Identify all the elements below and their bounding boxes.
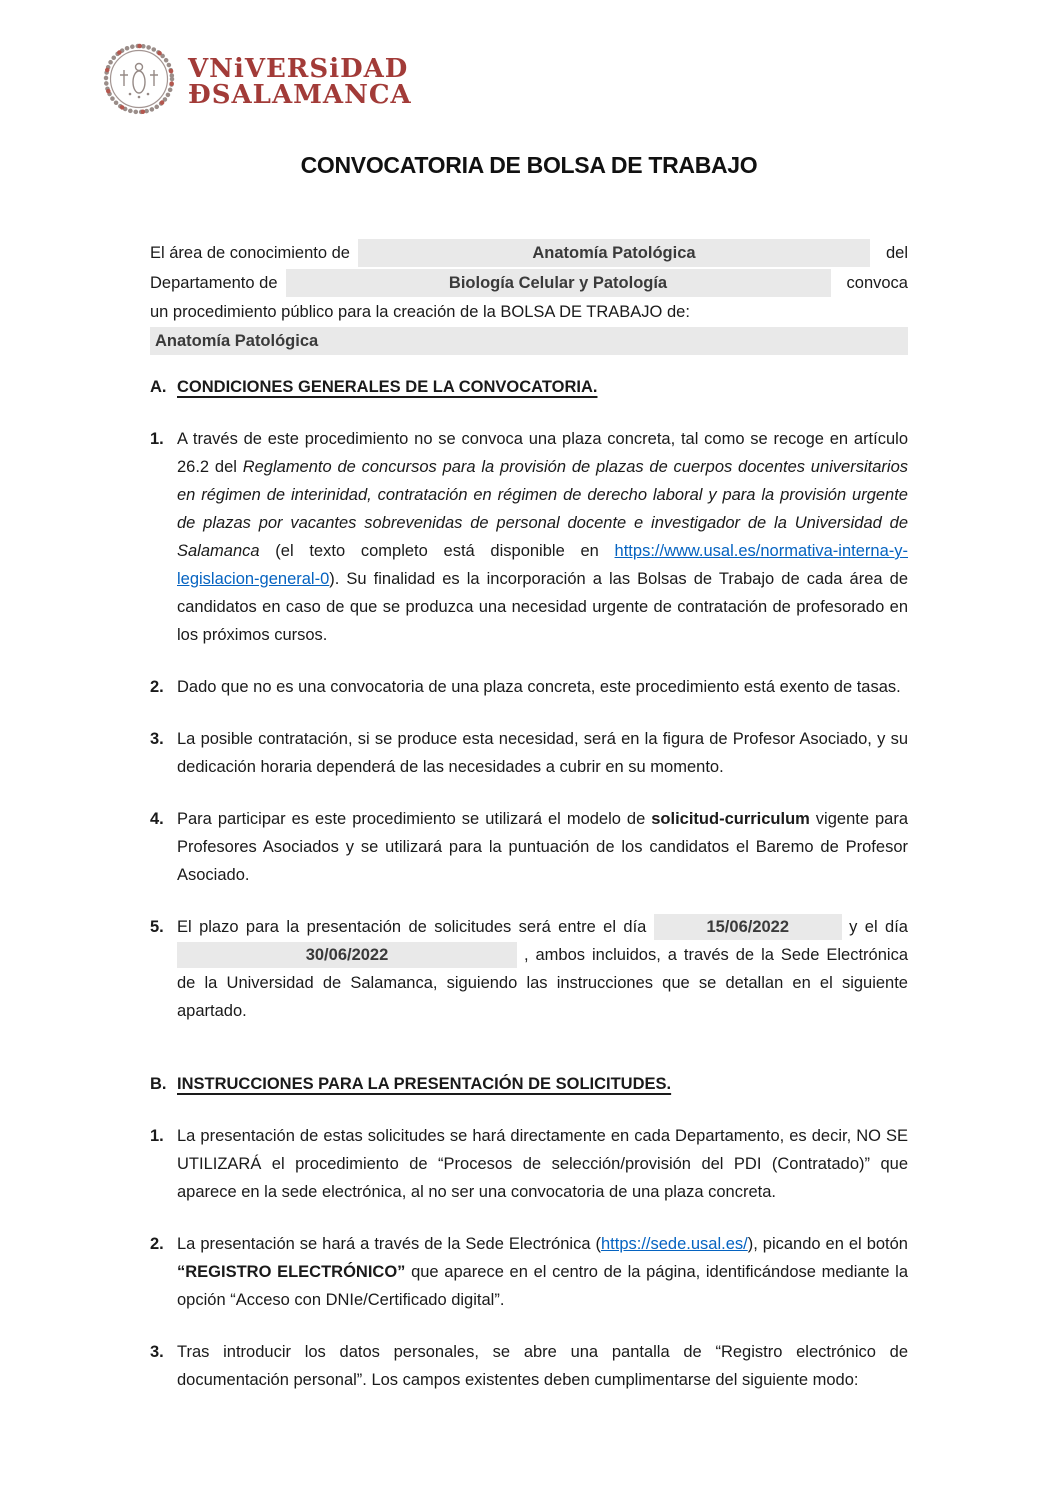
- item-number: 5.: [150, 918, 164, 936]
- regulation-title-italic: Reglamento de concursos para la provisión de plazas de cuerpos docentes universitarios en régimen de interinidad, contratación en régimen de derecho laboral y para la provisión urgente de plazas por vacantes sobrevenidas de personal docente e investigador de la Universidad de Salamanca: [177, 458, 908, 560]
- intro-line2: [150, 268, 908, 298]
- university-logo: [102, 42, 412, 121]
- text-run: A través de este procedimiento no se convoca una plaza concreta, tal como se recoge en artículo 26.2 del: [177, 430, 908, 476]
- section-b-heading: [150, 1070, 908, 1098]
- document-body: [150, 238, 908, 1394]
- text-run: La presentación se hará a través de la Sede Electrónica (: [177, 1235, 601, 1253]
- text-run: (el texto completo está disponible en: [259, 542, 615, 560]
- area-field: Anatomía Patológica: [358, 239, 870, 267]
- text-run: vigente para Profesores Asociados y se utilizará para la puntuación de los candidatos el Baremo de Profesor Asociado.: [177, 810, 909, 884]
- section-a-heading: [150, 373, 908, 401]
- bolsa-field: Anatomía Patológica: [150, 327, 908, 355]
- solicitud-curriculum-bold: solicitud-curriculum: [651, 810, 810, 828]
- list-item-a5: [150, 913, 908, 1025]
- item-number: 3.: [150, 1343, 164, 1361]
- item-text: Tras introducir los datos personales, se abre una pantalla de “Registro electrónico de documentación personal”. Los campos existentes deben cumplimentarse del siguiente modo:: [177, 1343, 908, 1389]
- text-run: ), picando en el botón: [747, 1235, 908, 1253]
- wordmark-line2: ÐSALAMANCA: [188, 79, 412, 110]
- item-number: 3.: [150, 730, 164, 748]
- text-run: que aparece en el centro de la página, identificándose mediante la opción “Acceso con DNIe/Certificado digital”.: [177, 1263, 909, 1309]
- page-title: CONVOCATORIA DE BOLSA DE TRABAJO: [300, 152, 758, 178]
- item-text: [177, 1230, 908, 1314]
- item-text: La presentación de estas solicitudes se hará directamente en cada Departamento, es decir, NO SE UTILIZARÁ el procedimiento de “Procesos de selección/provisión del PDI (Contratado)” que aparece en la sede electrónica, al no ser una convocatoria de una plaza concreta.: [177, 1127, 908, 1201]
- item-text: [177, 425, 908, 649]
- normativa-link[interactable]: https://www.usal.es/normativa-interna-y-legislacion-general-0: [177, 542, 908, 588]
- text-run: El plazo para la presentación de solicitudes será entre el día: [177, 918, 654, 936]
- item-number: 4.: [150, 810, 164, 828]
- text-run: y el día: [841, 918, 908, 936]
- item-number: 2.: [150, 678, 164, 696]
- section-b-label: B.: [150, 1075, 167, 1093]
- intro-line1-prefix: El área de conocimiento de: [150, 244, 350, 262]
- list-item-b2: [150, 1230, 908, 1314]
- intro-line2-prefix: Departamento de: [150, 274, 278, 292]
- section-a-title: CONDICIONES GENERALES DE LA CONVOCATORIA.: [177, 378, 598, 396]
- wordmark-line1: VNiVERSiDAD: [188, 53, 409, 84]
- sede-link[interactable]: https://sede.usal.es/: [600, 1235, 748, 1253]
- section-a-label: A.: [150, 378, 167, 396]
- list-item-a4: [150, 805, 908, 889]
- intro-line3: un procedimiento público para la creación de la BOLSA DE TRABAJO de:: [150, 303, 690, 321]
- item-text: La posible contratación, si se produce esta necesidad, será en la figura de Profesor Asociado, y su dedicación horaria dependerá de las necesidades a cubrir en su momento.: [177, 730, 908, 776]
- list-item-b3: [150, 1338, 908, 1394]
- end-date-field: 30/06/2022: [177, 942, 517, 968]
- item-text: [177, 805, 908, 889]
- intro-paragraph: [150, 238, 908, 355]
- item-text: [177, 913, 908, 1025]
- item-number: 2.: [150, 1235, 164, 1253]
- list-item-a2: [150, 673, 908, 701]
- department-field: Biología Celular y Patología: [286, 269, 831, 297]
- list-item-b1: [150, 1122, 908, 1206]
- list-item-a1: [150, 425, 908, 649]
- intro-line1: [150, 238, 908, 268]
- item-number: 1.: [150, 1127, 164, 1145]
- registro-electronico-bold: “REGISTRO ELECTRÓNICO”: [177, 1263, 406, 1281]
- intro-line1-suffix: del: [885, 244, 908, 262]
- university-wordmark: [188, 53, 412, 110]
- item-text: Dado que no es una convocatoria de una plaza concreta, este procedimiento está exento de tasas.: [177, 678, 901, 696]
- section-b-title: INSTRUCCIONES PARA LA PRESENTACIÓN DE SOLICITUDES.: [177, 1075, 672, 1093]
- university-seal-icon: [102, 42, 176, 121]
- list-item-a3: [150, 725, 908, 781]
- start-date-field: 15/06/2022: [654, 914, 842, 940]
- text-run: , ambos incluidos, a través de la Sede Electrónica de la Universidad de Salamanca, siguiendo las instrucciones que se detallan en el siguiente apartado.: [177, 946, 908, 1020]
- item-number: 1.: [150, 430, 164, 448]
- text-run: Para participar es este procedimiento se utilizará el modelo de: [177, 810, 652, 828]
- intro-line2-suffix: convoca: [846, 274, 908, 292]
- text-run: ). Su finalidad es la incorporación a las Bolsas de Trabajo de cada área de candidatos en caso de que se produzca una necesidad urgente de contratación de profesorado en los próximos cursos.: [177, 570, 908, 644]
